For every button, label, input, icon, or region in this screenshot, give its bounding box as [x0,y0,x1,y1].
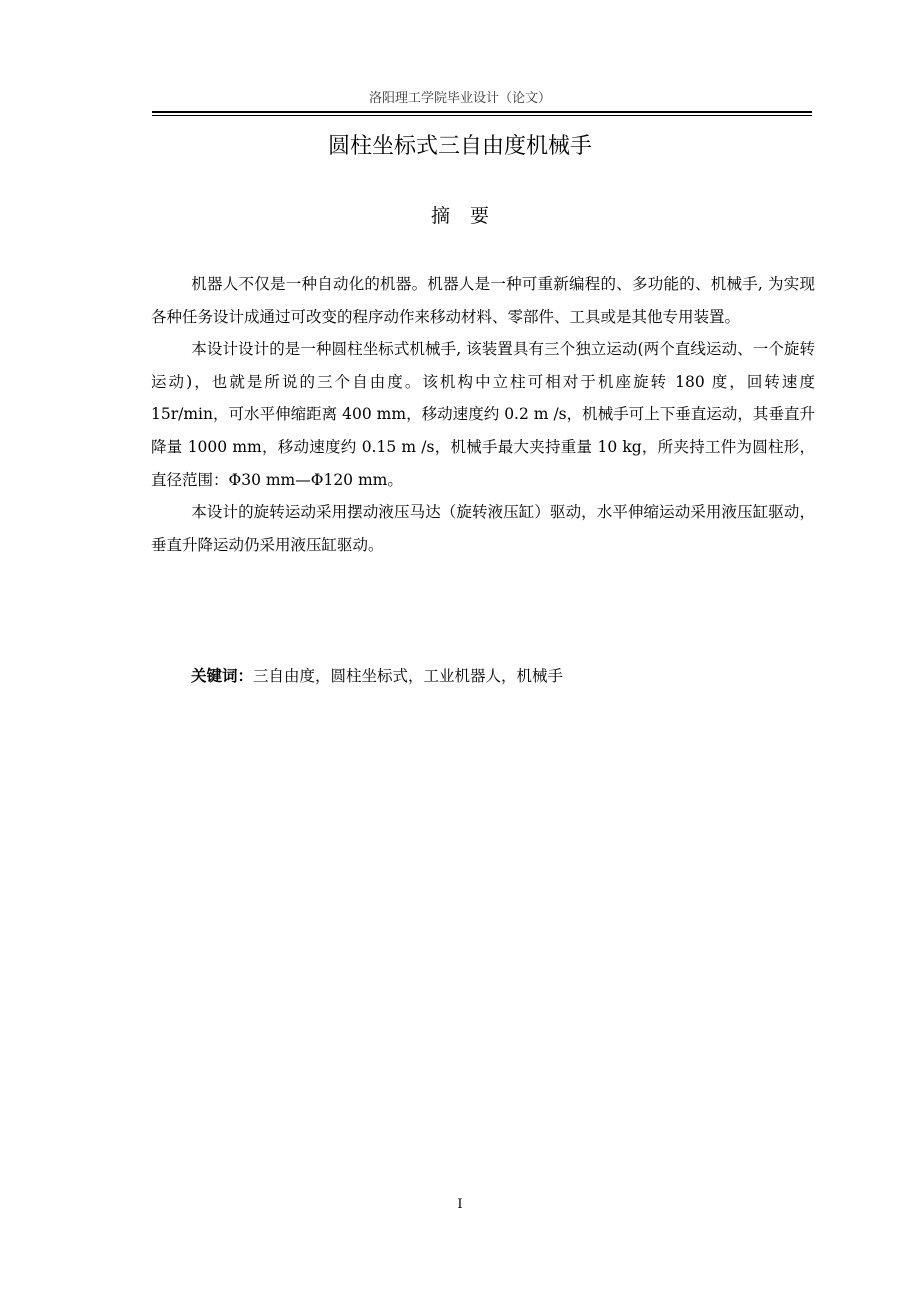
keywords-label: 关键词： [191,667,254,685]
abstract-heading: 摘要 [430,205,509,227]
abstract-paragraph-2: 本设计设计的是一种圆柱坐标式机械手, 该装置具有三个独立运动(两个直线运动、一个旋转运动)，也就是所说的三个自由度。该机构中立柱可相对于机座旋转 180 度，回转速度 15r/min，可水平伸缩距离 400 mm，移动速度约 0.2 m /s，机械手可上下垂直运动，其垂直升降量 1000 mm，移动速度约 0.15 m /s，机械手最大夹持重量 10 kg，所夹持工件为圆柱形，直径范围：Φ30 mm—Φ120 mm。 [151,340,815,489]
keywords-line [191,661,791,691]
abstract-paragraph-3: 本设计的旋转运动采用摆动液压马达（旋转液压缸）驱动，水平伸缩运动采用液压缸驱动，垂直升降运动仍采用液压缸驱动。 [151,503,815,554]
abstract-body [151,268,815,561]
header-rule-thick [152,111,812,113]
page-number: I [457,1197,463,1212]
abstract-paragraph-1: 机器人不仅是一种自动化的机器。机器人是一种可重新编程的、多功能的、机械手, 为实现各种任务设计成通过可改变的程序动作来移动材料、零部件、工具或是其他专用装置。 [151,275,815,326]
running-header: 洛阳理工学院毕业设计（论文） [368,91,551,106]
header-rule-thin [152,115,812,116]
document-title: 圆柱坐标式三自由度机械手 [327,134,592,159]
keywords-value: 三自由度，圆柱坐标式，工业机器人，机械手 [253,667,564,685]
